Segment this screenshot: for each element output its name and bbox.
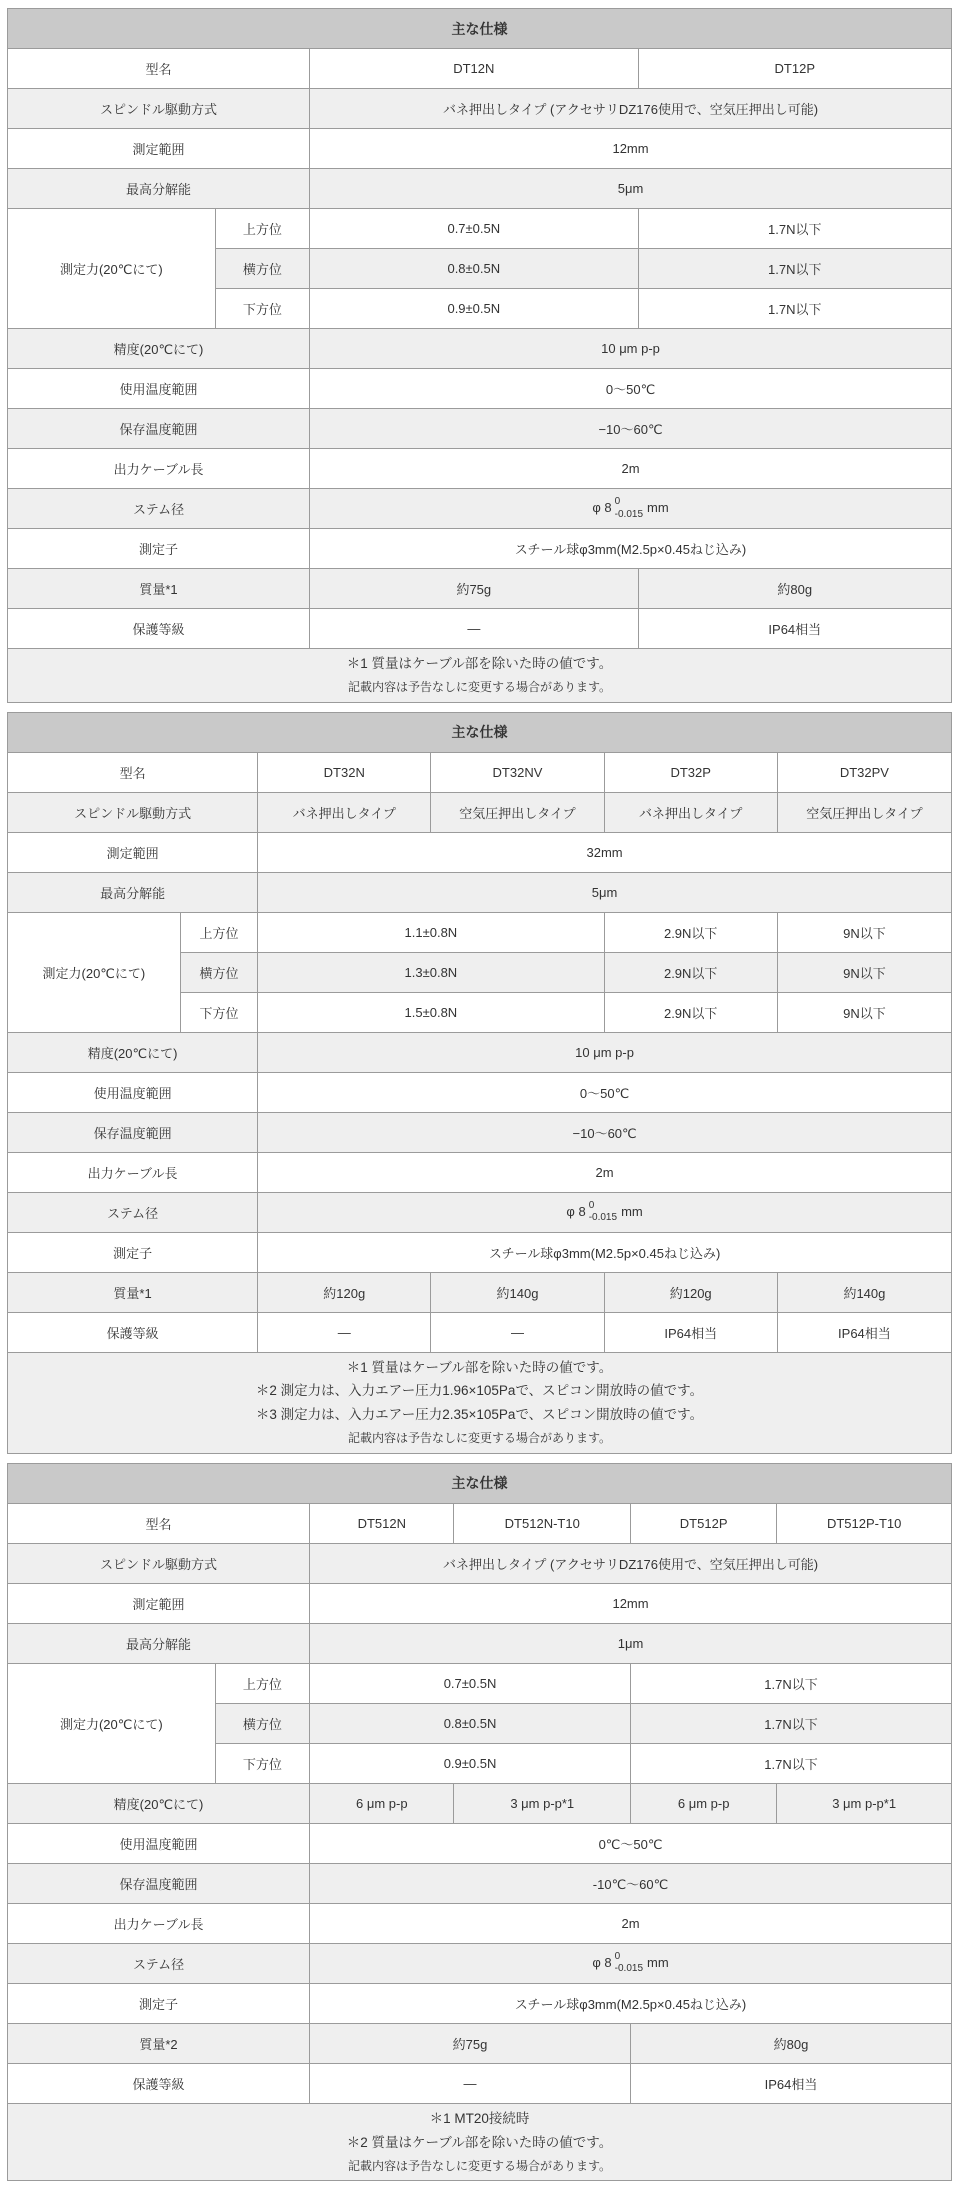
spec-value: 1.3±0.8N xyxy=(258,952,604,992)
spec-value: 0.9±0.5N xyxy=(310,1743,631,1783)
row-label: スピンドル駆動方式 xyxy=(8,89,310,129)
spec-row xyxy=(8,1272,952,1312)
spec-value: 9N以下 xyxy=(777,952,951,992)
footnote-row xyxy=(8,2103,952,2180)
spec-table-section-dt512 xyxy=(7,1463,952,2181)
spec-row xyxy=(8,609,952,649)
spec-value: 1.7N以下 xyxy=(631,1743,952,1783)
row-label: 保存温度範囲 xyxy=(8,1863,310,1903)
stem-base: φ 8 xyxy=(592,1954,612,1970)
spec-value: 2.9N以下 xyxy=(604,912,777,952)
spec-value: 6 μm p-p xyxy=(631,1783,777,1823)
spec-row xyxy=(8,1032,952,1072)
row-label: ステム径 xyxy=(8,1192,258,1232)
row-label: 出力ケーブル長 xyxy=(8,449,310,489)
row-label: 測定力(20℃にて) xyxy=(8,209,216,329)
spec-row xyxy=(8,1312,952,1352)
spec-value: 約140g xyxy=(431,1272,604,1312)
row-label: 測定子 xyxy=(8,1232,258,1272)
spec-value: 0.7±0.5N xyxy=(310,209,639,249)
row-label: 質量*1 xyxy=(8,569,310,609)
spec-value: IP64相当 xyxy=(631,2063,952,2103)
spec-table-section-dt12 xyxy=(7,8,952,703)
spec-value: 2m xyxy=(310,449,952,489)
row-label: 使用温度範囲 xyxy=(8,1823,310,1863)
row-sublabel: 下方位 xyxy=(215,289,309,329)
spec-row xyxy=(8,529,952,569)
spec-row xyxy=(8,369,952,409)
spec-value: バネ押出しタイプ xyxy=(604,792,777,832)
stem-diameter-value xyxy=(310,489,952,529)
spec-row xyxy=(8,209,952,249)
spec-value: 1μm xyxy=(310,1623,952,1663)
spec-row xyxy=(8,569,952,609)
spec-table xyxy=(7,712,952,1454)
spec-value: DT512P xyxy=(631,1503,777,1543)
row-label: 最高分解能 xyxy=(8,1623,310,1663)
spec-value: 9N以下 xyxy=(777,992,951,1032)
row-label: 測定力(20℃にて) xyxy=(8,912,181,1032)
row-label: 使用温度範囲 xyxy=(8,369,310,409)
spec-row xyxy=(8,832,952,872)
spec-value: スチール球φ3mm(M2.5p×0.45ねじ込み) xyxy=(310,529,952,569)
row-label: 保護等級 xyxy=(8,609,310,649)
table-title: 主な仕様 xyxy=(8,712,952,752)
spec-value: 約140g xyxy=(777,1272,951,1312)
spec-row xyxy=(8,1663,952,1703)
spec-value: 3 μm p-p*1 xyxy=(777,1783,952,1823)
spec-row xyxy=(8,1983,952,2023)
spec-value: 1.7N以下 xyxy=(638,289,951,329)
spec-value: 約120g xyxy=(604,1272,777,1312)
footnote-line: 記載内容は予告なしに変更する場合があります。 xyxy=(347,2158,612,2173)
row-sublabel: 上方位 xyxy=(180,912,257,952)
spec-page xyxy=(7,8,952,2181)
spec-value: バネ押出しタイプ (アクセサリDZ176使用で、空気圧押出し可能) xyxy=(310,1543,952,1583)
spec-value: DT12P xyxy=(638,49,951,89)
spec-value: 0.8±0.5N xyxy=(310,249,639,289)
tolerance-stack xyxy=(615,496,643,521)
spec-row xyxy=(8,89,952,129)
row-label: 精度(20℃にて) xyxy=(8,329,310,369)
tolerance-lower: -0.015 xyxy=(588,1212,618,1224)
spec-row xyxy=(8,1943,952,1983)
stem-unit: mm xyxy=(621,1203,643,1219)
spec-value: -10℃～60℃ xyxy=(310,1863,952,1903)
tolerance-stack xyxy=(589,1200,617,1225)
spec-value: DT32PV xyxy=(777,752,951,792)
row-label: 出力ケーブル長 xyxy=(8,1152,258,1192)
footnotes xyxy=(8,649,952,703)
spec-value: DT32NV xyxy=(431,752,604,792)
stem-unit: mm xyxy=(647,499,669,515)
spec-value: スチール球φ3mm(M2.5p×0.45ねじ込み) xyxy=(310,1983,952,2023)
tolerance-upper: 0 xyxy=(614,1950,621,1962)
spec-row xyxy=(8,2023,952,2063)
spec-value: 1.7N以下 xyxy=(631,1703,952,1743)
spec-row xyxy=(8,1192,952,1232)
spec-value: ― xyxy=(258,1312,431,1352)
row-sublabel: 横方位 xyxy=(180,952,257,992)
row-label: 測定範囲 xyxy=(8,832,258,872)
row-label: ステム径 xyxy=(8,489,310,529)
spec-row xyxy=(8,409,952,449)
spec-row xyxy=(8,449,952,489)
spec-value: 6 μm p-p xyxy=(310,1783,454,1823)
spec-row xyxy=(8,1863,952,1903)
row-label: 精度(20℃にて) xyxy=(8,1032,258,1072)
footnote-row xyxy=(8,1352,952,1453)
footnote-row xyxy=(8,649,952,703)
row-label: 測定子 xyxy=(8,1983,310,2023)
spec-row xyxy=(8,1503,952,1543)
spec-value: 約75g xyxy=(310,569,639,609)
spec-row xyxy=(8,1783,952,1823)
spec-value: 空気圧押出しタイプ xyxy=(431,792,604,832)
spec-row xyxy=(8,329,952,369)
spec-value: 2.9N以下 xyxy=(604,992,777,1032)
spec-value: 1.7N以下 xyxy=(638,249,951,289)
spec-value: 0.9±0.5N xyxy=(310,289,639,329)
spec-row xyxy=(8,752,952,792)
row-label: 型名 xyxy=(8,49,310,89)
footnotes xyxy=(8,2103,952,2180)
spec-value: 10 μm p-p xyxy=(258,1032,952,1072)
row-sublabel: 下方位 xyxy=(215,1743,309,1783)
spec-row xyxy=(8,2063,952,2103)
spec-value: 空気圧押出しタイプ xyxy=(777,792,951,832)
spec-value: 12mm xyxy=(310,1583,952,1623)
spec-value: 5μm xyxy=(258,872,952,912)
spec-value: バネ押出しタイプ xyxy=(258,792,431,832)
spec-value: DT512P-T10 xyxy=(777,1503,952,1543)
spec-value: 0.8±0.5N xyxy=(310,1703,631,1743)
row-sublabel: 横方位 xyxy=(215,249,309,289)
footnote-line: ＊3 測定力は、入力エアー圧力2.35×105Paで、スピコン開放時の値です。 xyxy=(255,1407,704,1423)
footnote-line: ＊1 質量はケーブル部を除いた時の値です。 xyxy=(346,656,613,671)
spec-value: ― xyxy=(310,2063,631,2103)
row-label: 保存温度範囲 xyxy=(8,409,310,449)
spec-value: IP64相当 xyxy=(604,1312,777,1352)
spec-value: 10 μm p-p xyxy=(310,329,952,369)
spec-value: DT12N xyxy=(310,49,639,89)
spec-row xyxy=(8,1823,952,1863)
spec-value: IP64相当 xyxy=(638,609,951,649)
row-label: 保護等級 xyxy=(8,2063,310,2103)
footnote-line: ＊1 質量はケーブル部を除いた時の値です。 xyxy=(346,1359,613,1375)
row-label: 出力ケーブル長 xyxy=(8,1903,310,1943)
row-label: ステム径 xyxy=(8,1943,310,1983)
spec-row xyxy=(8,1543,952,1583)
spec-value: −10～60℃ xyxy=(310,409,952,449)
row-label: スピンドル駆動方式 xyxy=(8,792,258,832)
footnote-line: ＊1 MT20接続時 xyxy=(429,2110,530,2126)
spec-value: 2m xyxy=(258,1152,952,1192)
spec-table-section-dt32 xyxy=(7,712,952,1454)
row-label: 型名 xyxy=(8,1503,310,1543)
spec-row xyxy=(8,1583,952,1623)
stem-diameter-value xyxy=(258,1192,952,1232)
table-title: 主な仕様 xyxy=(8,9,952,49)
spec-row xyxy=(8,1112,952,1152)
spec-value: ― xyxy=(431,1312,604,1352)
footnote-line: 記載内容は予告なしに変更する場合があります。 xyxy=(347,1431,612,1446)
row-label: 測定子 xyxy=(8,529,310,569)
spec-value: 1.5±0.8N xyxy=(258,992,604,1032)
spec-value: スチール球φ3mm(M2.5p×0.45ねじ込み) xyxy=(258,1232,952,1272)
spec-value: ― xyxy=(310,609,639,649)
table-title: 主な仕様 xyxy=(8,1463,952,1503)
tolerance-lower: -0.015 xyxy=(614,508,644,520)
row-label: 質量*1 xyxy=(8,1272,258,1312)
spec-value: 2m xyxy=(310,1903,952,1943)
spec-row xyxy=(8,872,952,912)
spec-value: 1.7N以下 xyxy=(631,1663,952,1703)
spec-value: 約120g xyxy=(258,1272,431,1312)
spec-row xyxy=(8,49,952,89)
footnotes xyxy=(8,1352,952,1453)
row-label: 保存温度範囲 xyxy=(8,1112,258,1152)
spec-value: DT32P xyxy=(604,752,777,792)
spec-row xyxy=(8,1072,952,1112)
spec-value: 0℃～50℃ xyxy=(310,1823,952,1863)
row-label: 型名 xyxy=(8,752,258,792)
stem-diameter-value xyxy=(310,1943,952,1983)
row-label: 測定力(20℃にて) xyxy=(8,1663,216,1783)
spec-value: DT512N-T10 xyxy=(454,1503,631,1543)
spec-row xyxy=(8,489,952,529)
stem-base: φ 8 xyxy=(566,1203,586,1219)
spec-table xyxy=(7,8,952,703)
spec-row xyxy=(8,912,952,952)
spec-value: 0.7±0.5N xyxy=(310,1663,631,1703)
footnote-line: 記載内容は予告なしに変更する場合があります。 xyxy=(347,679,612,694)
row-label: スピンドル駆動方式 xyxy=(8,1543,310,1583)
spec-row xyxy=(8,792,952,832)
spec-row xyxy=(8,1152,952,1192)
stem-unit: mm xyxy=(647,1954,669,1970)
spec-value: 0～50℃ xyxy=(258,1072,952,1112)
spec-value: 0～50℃ xyxy=(310,369,952,409)
row-sublabel: 下方位 xyxy=(180,992,257,1032)
row-label: 測定範囲 xyxy=(8,1583,310,1623)
spec-row xyxy=(8,1232,952,1272)
tolerance-lower: -0.015 xyxy=(614,1963,644,1975)
row-sublabel: 横方位 xyxy=(215,1703,309,1743)
spec-value: 32mm xyxy=(258,832,952,872)
row-label: 最高分解能 xyxy=(8,169,310,209)
spec-value: 12mm xyxy=(310,129,952,169)
spec-value: −10～60℃ xyxy=(258,1112,952,1152)
spec-value: 約75g xyxy=(310,2023,631,2063)
row-sublabel: 上方位 xyxy=(215,1663,309,1703)
spec-row xyxy=(8,1623,952,1663)
row-label: 精度(20℃にて) xyxy=(8,1783,310,1823)
row-label: 質量*2 xyxy=(8,2023,310,2063)
row-label: 測定範囲 xyxy=(8,129,310,169)
row-label: 使用温度範囲 xyxy=(8,1072,258,1112)
footnote-line: ＊2 質量はケーブル部を除いた時の値です。 xyxy=(346,2134,613,2150)
footnote-line: ＊2 測定力は、入力エアー圧力1.96×105Paで、スピコン開放時の値です。 xyxy=(255,1383,704,1399)
row-label: 最高分解能 xyxy=(8,872,258,912)
spec-row xyxy=(8,169,952,209)
spec-value: 9N以下 xyxy=(777,912,951,952)
spec-value: IP64相当 xyxy=(777,1312,951,1352)
spec-value: 5μm xyxy=(310,169,952,209)
spec-value: 1.1±0.8N xyxy=(258,912,604,952)
spec-value: 2.9N以下 xyxy=(604,952,777,992)
row-sublabel: 上方位 xyxy=(215,209,309,249)
row-label: 保護等級 xyxy=(8,1312,258,1352)
tolerance-upper: 0 xyxy=(614,496,621,507)
tolerance-upper: 0 xyxy=(588,1199,595,1211)
spec-value: バネ押出しタイプ (アクセサリDZ176使用で、空気圧押出し可能) xyxy=(310,89,952,129)
spec-value: 約80g xyxy=(638,569,951,609)
spec-value: 約80g xyxy=(631,2023,952,2063)
spec-table xyxy=(7,1463,952,2181)
spec-row xyxy=(8,1903,952,1943)
spec-value: 1.7N以下 xyxy=(638,209,951,249)
spec-value: 3 μm p-p*1 xyxy=(454,1783,631,1823)
spec-row xyxy=(8,129,952,169)
spec-value: DT512N xyxy=(310,1503,454,1543)
spec-value: DT32N xyxy=(258,752,431,792)
stem-base: φ 8 xyxy=(592,499,612,515)
tolerance-stack xyxy=(615,1951,643,1976)
